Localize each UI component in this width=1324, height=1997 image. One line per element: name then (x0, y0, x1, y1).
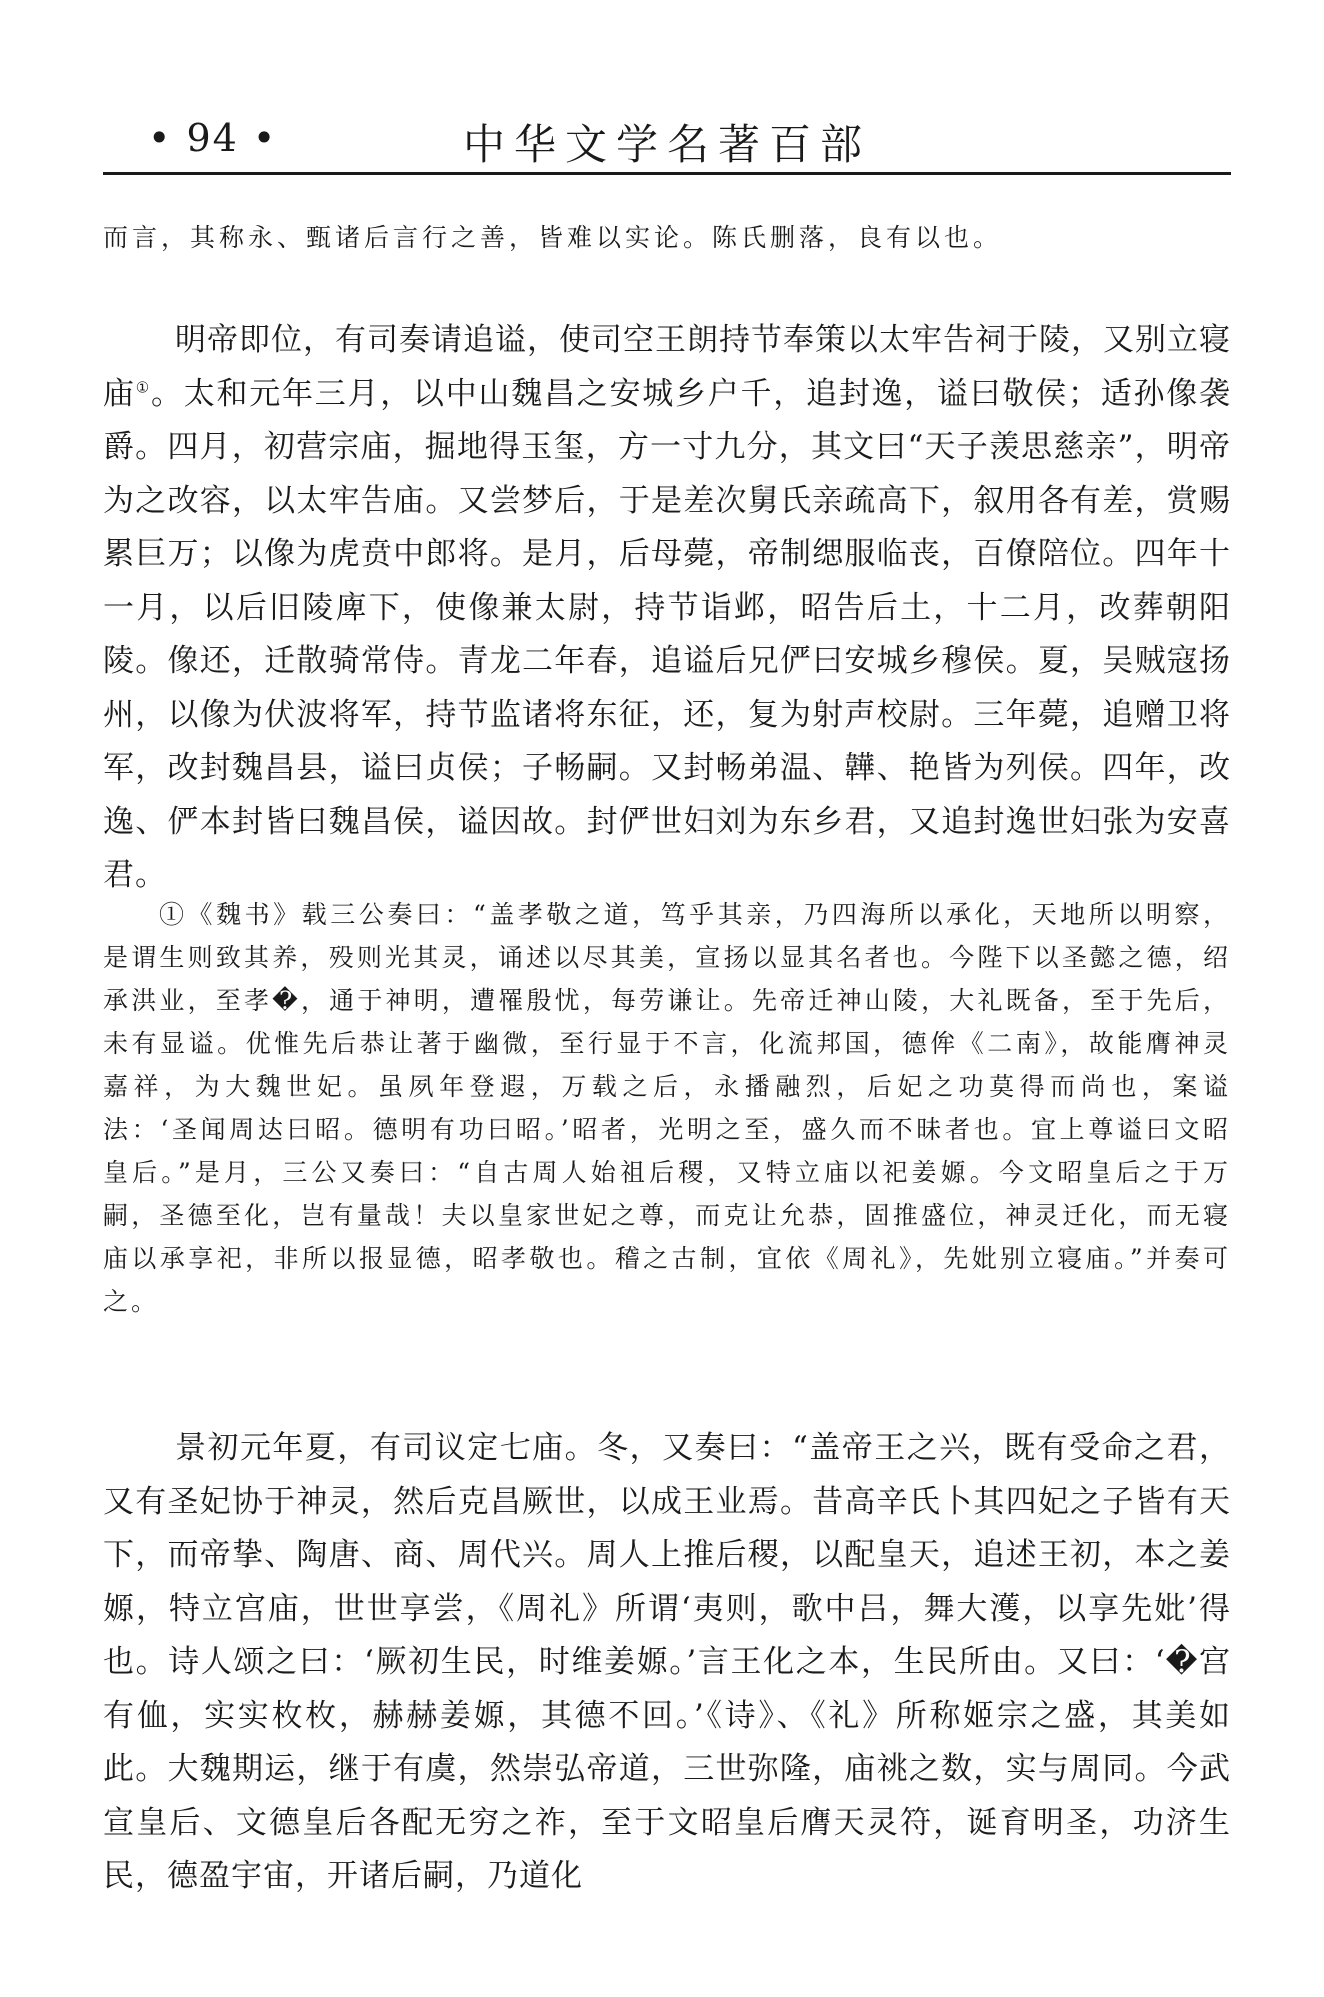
footnote-text: ①《魏书》载三公奏曰：“盖孝敬之道，笃乎其亲，乃四海所以承化，天地所以明察，是谓生则致其养，殁则光其灵，诵述以尽其美，宣扬以显其名者也。今陛下以圣懿之德，绍承洪业，至孝�，通于神明，遭罹殷忧，每劳谦让。先帝迁神山陵，大礼既备，至于先后，未有显谥。优惟先后恭让著于幽微，至行显于不言，化流邦国，德侔《二南》，故能膺神灵嘉祥，为大魏世妃。虽夙年登遐，万载之后，永播融烈，后妃之功莫得而尚也，案谥法：‘圣闻周达曰昭。德明有功曰昭。’昭者，光明之至，盛久而不昧者也。宜上尊谥曰文昭皇后。”是月，三公又奏曰：“自古周人始祖后稷，又特立庙以祀姜嫄。今文昭皇后之于万嗣，圣德至化，岂有量哉！夫以皇家世妃之尊，而克让允恭，固推盛位，神灵迁化，而无寝庙以承享祀，非所以报显德，昭孝敬也。稽之古制，宜依《周礼》，先妣别立寝庙。”并奏可之。 (103, 900, 1231, 1316)
paragraph-1 (103, 314, 1231, 903)
header-rule (103, 172, 1231, 175)
paragraph-1-before-note: 明帝即位，有司奏请追谥，使司空王朗持节奉策以太牢告祠于陵，又别立寝庙 (103, 322, 1231, 412)
book-title: 中华文学名著百部 (462, 120, 871, 169)
paragraph-1-after-note: 。太和元年三月，以中山魏昌之安城乡户千，追封逸，谥曰敬侯；适孙像袭爵。四月，初营宗庙，掘地得玉玺，方一寸九分，其文曰“天子羡思慈亲”，明帝为之改容，以太牢告庙。又尝梦后，于是差次舅氏亲疏高下，叙用各有差，赏赐累巨万；以像为虎贲中郎将。是月，后母薨，帝制缌服临丧，百僚陪位。四年十一月，以后旧陵庳下，使像兼太尉，持节诣邺，昭告后土，十二月，改葬朝阳陵。像还，迁散骑常侍。青龙二年春，追谥后兄俨曰安城乡穆侯。夏，吴贼寇扬州，以像为伏波将军，持节监诸将东征，还，复为射声校尉。三年薨，追赠卫将军，改封魏昌县，谥曰贞侯；子畅嗣。又封畅弟温、韡、艳皆为列侯。四年，改逸、俨本封皆曰魏昌侯，谥因故。封俨世妇刘为东乡君，又追封逸世妇张为安喜君。 (103, 375, 1232, 893)
footnote (103, 893, 1231, 1323)
main-text-block-1 (103, 314, 1231, 903)
page-number: • 94 • (148, 116, 278, 160)
footnote-marker: ① (135, 378, 151, 397)
continuation-text: 而言，其称永、甄诸后言行之善，皆难以实论。陈氏删落，良有以也。 (103, 223, 1003, 252)
main-text-block-2 (103, 1422, 1231, 1904)
paragraph-2: 景初元年夏，有司议定七庙。冬，又奏曰：“盖帝王之兴，既有受命之君，又有圣妃协于神灵，然后克昌厥世，以成王业焉。昔高辛氏卜其四妃之子皆有天下，而帝挚、陶唐、商、周代兴。周人上推后稷，以配皇天，追述王初，本之姜嫄，特立宫庙，世世享尝，《周礼》所谓‘夷则，歌中吕，舞大濩，以享先妣’得也。诗人颂之曰：‘厥初生民，时维姜嫄。’言王化之本，生民所由。又曰：‘�宫有侐，实实枚枚，赫赫姜嫄，其德不回。’《诗》、《礼》所称姬宗之盛，其美如此。大魏期运，继于有虞，然崇弘帝道，三世弥隆，庙祧之数，实与周同。今武宣皇后、文德皇后各配无穷之祚，至于文昭皇后膺天灵符，诞育明圣，功济生民，德盈宇宙，开诸后嗣，乃道化 (103, 1430, 1231, 1894)
page-header (103, 108, 1231, 168)
